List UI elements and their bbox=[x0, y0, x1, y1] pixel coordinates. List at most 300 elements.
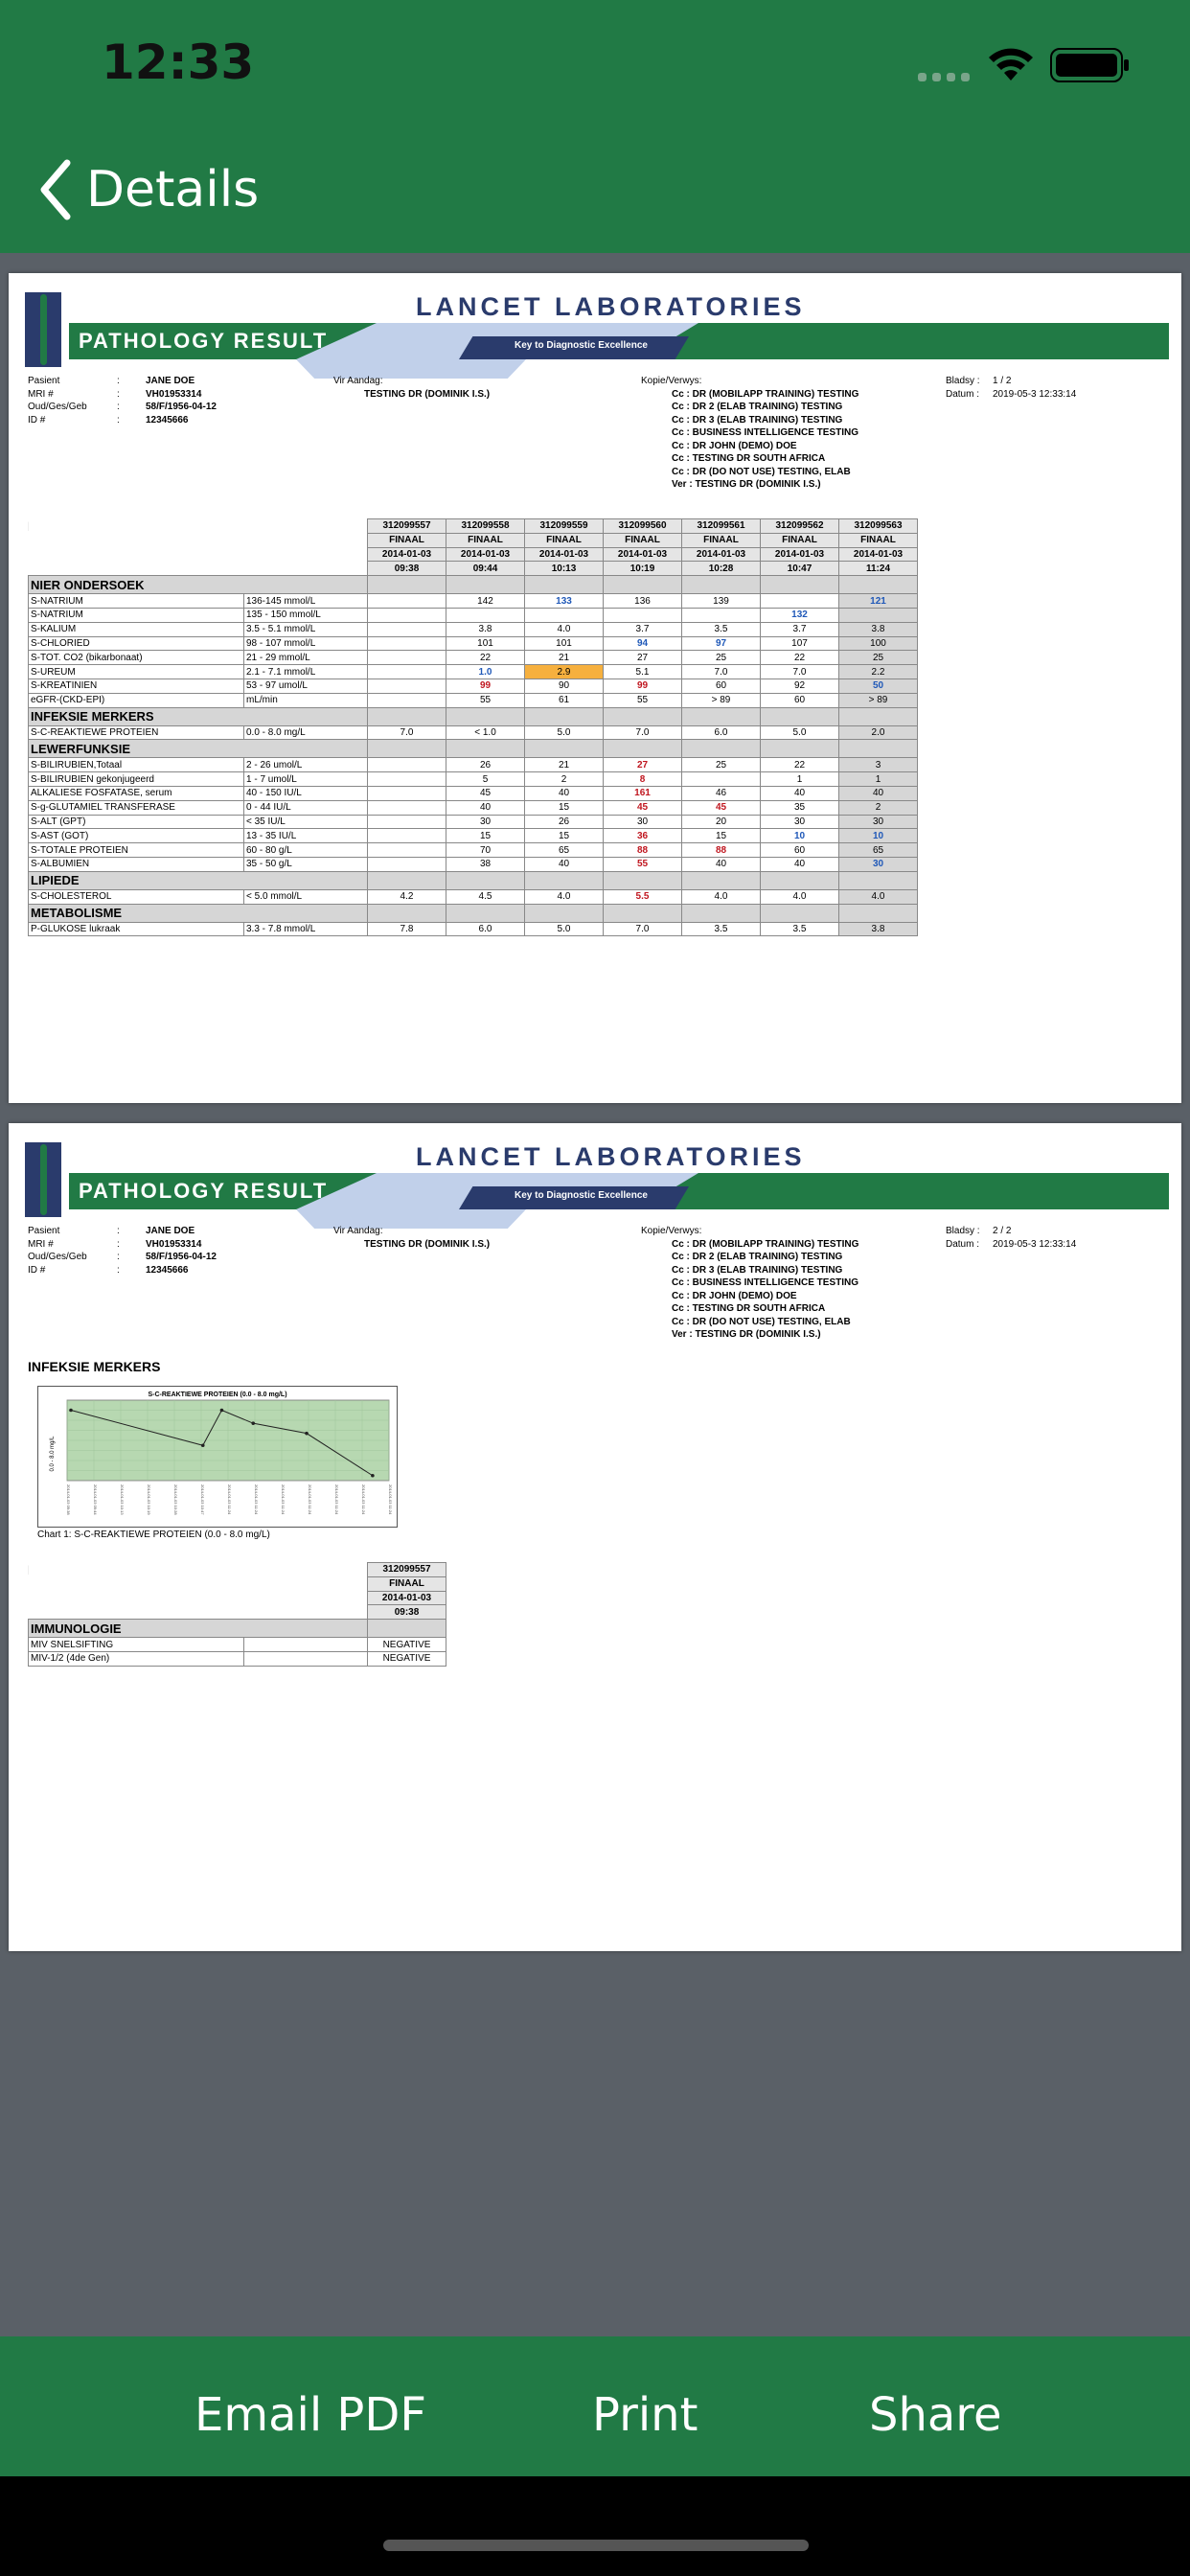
result-value: 40 bbox=[761, 857, 839, 871]
result-value: 88 bbox=[604, 843, 682, 858]
header-row bbox=[29, 1605, 446, 1620]
header-cell: 2014-01-03 bbox=[682, 547, 761, 562]
reference-range: 0 - 44 IU/L bbox=[244, 800, 368, 815]
result-value: 22 bbox=[761, 758, 839, 772]
chart-caption: Chart 1: S-C-REAKTIEWE PROTEIEN (0.0 - 8.0 mg/L) bbox=[37, 1530, 270, 1540]
copy-list: Kopie/Verwys: Cc : DR (MOBILAPP TRAINING) TESTING Cc : DR 2 (ELAB TRAINING) TESTING Cc : DR 3 (ELAB TRAINING) TESTING Cc : BUSINESS INTELLIGENCE TESTING Cc : DR JOHN (DEMO) DOE Cc : TESTING DR SOUTH AFRICA Cc : DR (DO NOT USE) TESTING, ELAB Ver : TESTING DR (DOMINIK I.S.) bbox=[641, 1226, 859, 1340]
result-value bbox=[368, 815, 446, 829]
result-value: 45 bbox=[682, 800, 761, 815]
svg-text:2014-01-03 10:13: 2014-01-03 10:13 bbox=[120, 1484, 125, 1515]
wifi-icon bbox=[987, 46, 1035, 82]
test-name: S-CHOLESTEROL bbox=[29, 889, 244, 904]
section-row bbox=[29, 740, 918, 758]
reference-range: 135 - 150 mmol/L bbox=[244, 608, 368, 622]
pdf-page-2[interactable] bbox=[9, 1123, 1181, 1951]
reference-range: mL/min bbox=[244, 693, 368, 707]
header-cell: 312099558 bbox=[446, 519, 525, 534]
result-value bbox=[368, 651, 446, 665]
result-value: 1 bbox=[761, 772, 839, 787]
reference-range: 40 - 150 IU/L bbox=[244, 786, 368, 800]
table-row bbox=[29, 772, 918, 787]
lab-name: LANCET LABORATORIES bbox=[416, 1142, 806, 1171]
header-cell: FINAAL bbox=[368, 533, 446, 547]
data-point bbox=[251, 1421, 255, 1425]
result-value: 27 bbox=[604, 758, 682, 772]
test-name: MIV-1/2 (4de Gen) bbox=[29, 1651, 244, 1666]
table-row bbox=[29, 857, 918, 871]
result-value: 21 bbox=[525, 651, 604, 665]
patient-info: Pasient : JANE DOE MRI # : VH01953314 Oud/Ges/Geb : 58/F/1956-04-12 ID # : 12345666 bbox=[28, 1226, 217, 1276]
back-label: Details bbox=[86, 161, 260, 218]
svg-text:2014-01-03 11:24: 2014-01-03 11:24 bbox=[227, 1484, 232, 1515]
result-value bbox=[682, 608, 761, 622]
section-name: LEWERFUNKSIE bbox=[29, 740, 368, 758]
svg-text:2014-01-03 11:24: 2014-01-03 11:24 bbox=[254, 1484, 259, 1515]
section-row bbox=[29, 576, 918, 594]
table-row bbox=[29, 829, 918, 843]
header-cell: 312099560 bbox=[604, 519, 682, 534]
email-pdf-button[interactable]: Email PDF bbox=[195, 2388, 426, 2442]
data-point bbox=[201, 1443, 205, 1447]
result-value: 38 bbox=[446, 857, 525, 871]
test-name: S-TOT. CO2 (bikarbonaat) bbox=[29, 651, 244, 665]
table-row bbox=[29, 843, 918, 858]
result-value: 5 bbox=[446, 772, 525, 787]
header-cell: 2014-01-03 bbox=[446, 547, 525, 562]
page-meta: Bladsy : 2 / 2 Datum : 2019-05-3 12:33:14 bbox=[946, 1226, 1077, 1250]
result-value: 15 bbox=[525, 800, 604, 815]
result-value: 133 bbox=[525, 594, 604, 609]
header-cell: 10:28 bbox=[682, 562, 761, 576]
result-value: 3 bbox=[839, 758, 918, 772]
results-table bbox=[28, 518, 918, 936]
result-value: 4.0 bbox=[682, 889, 761, 904]
result-value: 142 bbox=[446, 594, 525, 609]
test-name: S-ALT (GPT) bbox=[29, 815, 244, 829]
reference-range bbox=[244, 1651, 368, 1666]
test-name: S-BILIRUBIEN,Totaal bbox=[29, 758, 244, 772]
crp-chart bbox=[37, 1386, 398, 1528]
result-value: NEGATIVE bbox=[368, 1651, 446, 1666]
result-value: 4.0 bbox=[761, 889, 839, 904]
result-value: 7.0 bbox=[761, 665, 839, 679]
table-row bbox=[29, 725, 918, 740]
result-value bbox=[682, 772, 761, 787]
result-value: 60 bbox=[761, 693, 839, 707]
result-value: 101 bbox=[446, 636, 525, 651]
svg-text:2014-01-03 11:24: 2014-01-03 11:24 bbox=[281, 1484, 286, 1515]
header-row bbox=[29, 1591, 446, 1605]
result-value: 136 bbox=[604, 594, 682, 609]
result-value bbox=[368, 772, 446, 787]
result-value: 97 bbox=[682, 636, 761, 651]
table-row bbox=[29, 922, 918, 936]
test-name: S-KREATINIEN bbox=[29, 678, 244, 693]
reference-range: < 35 IU/L bbox=[244, 815, 368, 829]
result-value bbox=[368, 758, 446, 772]
result-value: 3.8 bbox=[446, 622, 525, 636]
result-value bbox=[761, 594, 839, 609]
result-value: 40 bbox=[682, 857, 761, 871]
result-value: 3.7 bbox=[604, 622, 682, 636]
header-cell: FINAAL bbox=[368, 1576, 446, 1591]
result-value: 36 bbox=[604, 829, 682, 843]
table-row bbox=[29, 665, 918, 679]
svg-text:2014-01-03 11:24: 2014-01-03 11:24 bbox=[361, 1484, 366, 1515]
reference-range: 0.0 - 8.0 mg/L bbox=[244, 725, 368, 740]
share-button[interactable]: Share bbox=[869, 2388, 1002, 2442]
result-value: 10 bbox=[839, 829, 918, 843]
test-name: S-KALIUM bbox=[29, 622, 244, 636]
result-value: 40 bbox=[761, 786, 839, 800]
result-value bbox=[368, 829, 446, 843]
result-value: 40 bbox=[525, 786, 604, 800]
chart-ylabel: 0.0 - 8.0 mg/L bbox=[50, 1436, 56, 1472]
header-cell: 312099561 bbox=[682, 519, 761, 534]
result-value: 40 bbox=[525, 857, 604, 871]
svg-text:2014-01-03 11:24: 2014-01-03 11:24 bbox=[388, 1484, 393, 1515]
header-cell: FINAAL bbox=[446, 533, 525, 547]
result-value: 55 bbox=[604, 693, 682, 707]
immunology-table bbox=[28, 1562, 446, 1667]
svg-text:2014-01-03 11:24: 2014-01-03 11:24 bbox=[308, 1484, 312, 1515]
header-cell: 2014-01-03 bbox=[368, 547, 446, 562]
header-cell: 312099559 bbox=[525, 519, 604, 534]
header-row bbox=[29, 562, 918, 576]
header-row bbox=[29, 1576, 446, 1591]
result-value: 2.2 bbox=[839, 665, 918, 679]
section-row bbox=[29, 904, 918, 922]
result-value bbox=[368, 843, 446, 858]
header-cell: 10:19 bbox=[604, 562, 682, 576]
result-value: 25 bbox=[682, 758, 761, 772]
table-row bbox=[29, 651, 918, 665]
header-row bbox=[29, 533, 918, 547]
result-value: 30 bbox=[761, 815, 839, 829]
test-name: eGFR-(CKD-EPI) bbox=[29, 693, 244, 707]
result-value: 65 bbox=[525, 843, 604, 858]
header-cell: 09:44 bbox=[446, 562, 525, 576]
table-row bbox=[29, 1651, 446, 1666]
header-cell: 2014-01-03 bbox=[525, 547, 604, 562]
result-value: 35 bbox=[761, 800, 839, 815]
cellular-signal-icon bbox=[918, 69, 973, 84]
result-value bbox=[368, 622, 446, 636]
result-value: 25 bbox=[839, 651, 918, 665]
result-value bbox=[368, 678, 446, 693]
report-title: PATHOLOGY RESULT bbox=[79, 329, 329, 353]
result-value: 6.0 bbox=[446, 922, 525, 936]
result-value: 60 bbox=[682, 678, 761, 693]
header-cell: 09:38 bbox=[368, 1605, 446, 1620]
header-row bbox=[29, 1563, 446, 1577]
reference-range: 13 - 35 IU/L bbox=[244, 829, 368, 843]
result-value: 7.0 bbox=[604, 725, 682, 740]
header-row bbox=[29, 519, 918, 534]
result-value: 45 bbox=[446, 786, 525, 800]
reference-range: 35 - 50 g/L bbox=[244, 857, 368, 871]
header-cell: FINAAL bbox=[839, 533, 918, 547]
svg-text:2014-01-03 09:44: 2014-01-03 09:44 bbox=[93, 1484, 98, 1515]
page-meta: Bladsy : 1 / 2 Datum : 2019-05-3 12:33:14 bbox=[946, 376, 1077, 400]
test-name: S-ALBUMIEN bbox=[29, 857, 244, 871]
data-point bbox=[69, 1409, 73, 1413]
status-time: 12:33 bbox=[102, 34, 255, 90]
chart-title: S-C-REAKTIEWE PROTEIEN (0.0 - 8.0 mg/L) bbox=[148, 1392, 287, 1398]
result-value: 3.5 bbox=[761, 922, 839, 936]
result-value: 7.8 bbox=[368, 922, 446, 936]
result-value: 2.9 bbox=[525, 665, 604, 679]
result-value bbox=[368, 608, 446, 622]
result-value: 5.5 bbox=[604, 889, 682, 904]
table-row bbox=[29, 889, 918, 904]
test-name: S-CHLORIED bbox=[29, 636, 244, 651]
result-value bbox=[368, 800, 446, 815]
copy-list: Kopie/Verwys: Cc : DR (MOBILAPP TRAINING) TESTING Cc : DR 2 (ELAB TRAINING) TESTING Cc : DR 3 (ELAB TRAINING) TESTING Cc : BUSINESS INTELLIGENCE TESTING Cc : DR JOHN (DEMO) DOE Cc : TESTING DR SOUTH AFRICA Cc : DR (DO NOT USE) TESTING, ELAB Ver : TESTING DR (DOMINIK I.S.) bbox=[641, 376, 859, 490]
result-value: 25 bbox=[682, 651, 761, 665]
result-value: 30 bbox=[446, 815, 525, 829]
result-value: 60 bbox=[761, 843, 839, 858]
result-value bbox=[525, 608, 604, 622]
result-value: 99 bbox=[604, 678, 682, 693]
svg-text:2014-01-03 09:38: 2014-01-03 09:38 bbox=[66, 1484, 71, 1515]
test-name: P-GLUKOSE lukraak bbox=[29, 922, 244, 936]
result-value: 61 bbox=[525, 693, 604, 707]
result-value: 161 bbox=[604, 786, 682, 800]
result-value bbox=[368, 665, 446, 679]
result-value: 4.5 bbox=[446, 889, 525, 904]
table-row bbox=[29, 678, 918, 693]
result-value: 55 bbox=[446, 693, 525, 707]
result-value: 20 bbox=[682, 815, 761, 829]
home-indicator[interactable] bbox=[383, 2540, 809, 2551]
section-title: INFEKSIE MERKERS bbox=[28, 1359, 161, 1374]
result-value bbox=[839, 608, 918, 622]
header-cell: 2014-01-03 bbox=[368, 1591, 446, 1605]
result-value: 88 bbox=[682, 843, 761, 858]
result-value: 99 bbox=[446, 678, 525, 693]
section-name: NIER ONDERSOEK bbox=[29, 576, 368, 594]
result-value: 3.5 bbox=[682, 622, 761, 636]
test-name: S-UREUM bbox=[29, 665, 244, 679]
result-value: 3.7 bbox=[761, 622, 839, 636]
table-row bbox=[29, 800, 918, 815]
lab-tagline: Key to Diagnostic Excellence bbox=[515, 1190, 648, 1201]
result-value: 22 bbox=[446, 651, 525, 665]
result-value: 90 bbox=[525, 678, 604, 693]
result-value: 92 bbox=[761, 678, 839, 693]
result-value: 1 bbox=[839, 772, 918, 787]
table-row bbox=[29, 693, 918, 707]
result-value: 94 bbox=[604, 636, 682, 651]
header-cell: FINAAL bbox=[682, 533, 761, 547]
lab-logo-icon bbox=[25, 1142, 61, 1217]
result-value bbox=[368, 857, 446, 871]
result-value: 40 bbox=[839, 786, 918, 800]
result-value: 46 bbox=[682, 786, 761, 800]
lab-tagline: Key to Diagnostic Excellence bbox=[515, 340, 648, 351]
result-value: < 1.0 bbox=[446, 725, 525, 740]
result-value: 30 bbox=[604, 815, 682, 829]
back-button[interactable] bbox=[36, 153, 259, 226]
table-row bbox=[29, 608, 918, 622]
result-value: 1.0 bbox=[446, 665, 525, 679]
result-value: 7.0 bbox=[682, 665, 761, 679]
result-value: 132 bbox=[761, 608, 839, 622]
header-cell: 10:47 bbox=[761, 562, 839, 576]
result-value: NEGATIVE bbox=[368, 1638, 446, 1652]
result-value: 15 bbox=[682, 829, 761, 843]
reference-range: 2.1 - 7.1 mmol/L bbox=[244, 665, 368, 679]
result-value: 6.0 bbox=[682, 725, 761, 740]
table-row bbox=[29, 1638, 446, 1652]
result-value: 26 bbox=[446, 758, 525, 772]
result-value: 4.0 bbox=[839, 889, 918, 904]
result-value: 30 bbox=[839, 857, 918, 871]
result-value: 2 bbox=[839, 800, 918, 815]
result-value: 22 bbox=[761, 651, 839, 665]
test-name: S-TOTALE PROTEIEN bbox=[29, 843, 244, 858]
reference-range: 98 - 107 mmol/L bbox=[244, 636, 368, 651]
result-value: 4.0 bbox=[525, 889, 604, 904]
svg-text:2014-01-03 10:19: 2014-01-03 10:19 bbox=[147, 1484, 151, 1515]
section-name: LIPIEDE bbox=[29, 871, 368, 889]
header-cell: 312099557 bbox=[368, 519, 446, 534]
result-value: 21 bbox=[525, 758, 604, 772]
result-value: > 89 bbox=[682, 693, 761, 707]
result-value: 5.1 bbox=[604, 665, 682, 679]
reference-range: 1 - 7 umol/L bbox=[244, 772, 368, 787]
test-name: S-BILIRUBIEN gekonjugeerd bbox=[29, 772, 244, 787]
table-row bbox=[29, 594, 918, 609]
section-row bbox=[29, 871, 918, 889]
result-value: 45 bbox=[604, 800, 682, 815]
result-value: 26 bbox=[525, 815, 604, 829]
result-value: 4.0 bbox=[525, 622, 604, 636]
test-name: S-NATRIUM bbox=[29, 594, 244, 609]
pdf-page-1[interactable] bbox=[9, 273, 1181, 1103]
reference-range: 60 - 80 g/L bbox=[244, 843, 368, 858]
svg-text:2014-01-03 11:24: 2014-01-03 11:24 bbox=[334, 1484, 339, 1515]
header-cell: 312099563 bbox=[839, 519, 918, 534]
result-value: 8 bbox=[604, 772, 682, 787]
reference-range: 2 - 26 umol/L bbox=[244, 758, 368, 772]
patient-info: Pasient : JANE DOE MRI # : VH01953314 Oud/Ges/Geb : 58/F/1956-04-12 ID # : 12345666 bbox=[28, 376, 217, 426]
section-name: METABOLISME bbox=[29, 904, 368, 922]
result-value bbox=[368, 693, 446, 707]
header-cell: 10:13 bbox=[525, 562, 604, 576]
result-value: > 89 bbox=[839, 693, 918, 707]
vir-aandag: Vir Aandag: TESTING DR (DOMINIK I.S.) bbox=[333, 1226, 491, 1250]
result-value: 55 bbox=[604, 857, 682, 871]
reference-range: 3.3 - 7.8 mmol/L bbox=[244, 922, 368, 936]
data-point bbox=[371, 1474, 375, 1478]
result-value: 2.0 bbox=[839, 725, 918, 740]
result-value: 3.8 bbox=[839, 622, 918, 636]
reference-range bbox=[244, 1638, 368, 1652]
result-value: 5.0 bbox=[761, 725, 839, 740]
data-point bbox=[220, 1409, 224, 1413]
header-cell: 312099557 bbox=[368, 1563, 446, 1577]
section-name: INFEKSIE MERKERS bbox=[29, 707, 368, 725]
svg-text:2014-01-03 10:47: 2014-01-03 10:47 bbox=[200, 1484, 205, 1515]
result-value bbox=[368, 786, 446, 800]
result-value: 27 bbox=[604, 651, 682, 665]
test-name: S-AST (GOT) bbox=[29, 829, 244, 843]
table-row bbox=[29, 758, 918, 772]
result-value: 5.0 bbox=[525, 922, 604, 936]
result-value: 10 bbox=[761, 829, 839, 843]
header-row bbox=[29, 547, 918, 562]
header-cell: 09:38 bbox=[368, 562, 446, 576]
header-cell: FINAAL bbox=[604, 533, 682, 547]
result-value bbox=[368, 594, 446, 609]
reference-range: 53 - 97 umol/L bbox=[244, 678, 368, 693]
result-value: 7.0 bbox=[604, 922, 682, 936]
result-value: 3.5 bbox=[682, 922, 761, 936]
section-row bbox=[29, 707, 918, 725]
result-value: 139 bbox=[682, 594, 761, 609]
print-button[interactable]: Print bbox=[592, 2388, 698, 2442]
result-value: 107 bbox=[761, 636, 839, 651]
header-cell: FINAAL bbox=[525, 533, 604, 547]
result-value: 15 bbox=[525, 829, 604, 843]
report-title: PATHOLOGY RESULT bbox=[79, 1179, 329, 1203]
reference-range: 21 - 29 mmol/L bbox=[244, 651, 368, 665]
result-value: 70 bbox=[446, 843, 525, 858]
lab-name: LANCET LABORATORIES bbox=[416, 292, 806, 321]
reference-range: < 5.0 mmol/L bbox=[244, 889, 368, 904]
reference-range: 3.5 - 5.1 mmol/L bbox=[244, 622, 368, 636]
header-cell: 2014-01-03 bbox=[761, 547, 839, 562]
section-name: IMMUNOLOGIE bbox=[29, 1620, 368, 1638]
table-row bbox=[29, 786, 918, 800]
test-name: S-C-REAKTIEWE PROTEIEN bbox=[29, 725, 244, 740]
table-row bbox=[29, 622, 918, 636]
header-cell: 312099562 bbox=[761, 519, 839, 534]
svg-text:2014-01-03 10:28: 2014-01-03 10:28 bbox=[173, 1484, 178, 1515]
result-value bbox=[446, 608, 525, 622]
result-value: 100 bbox=[839, 636, 918, 651]
test-name: MIV SNELSIFTING bbox=[29, 1638, 244, 1652]
header-cell: FINAAL bbox=[761, 533, 839, 547]
lab-logo-icon bbox=[25, 292, 61, 367]
result-value: 65 bbox=[839, 843, 918, 858]
result-value bbox=[368, 636, 446, 651]
header-cell: 11:24 bbox=[839, 562, 918, 576]
crp-chart-svg bbox=[38, 1387, 397, 1527]
chevron-left-icon bbox=[36, 159, 75, 220]
result-value: 121 bbox=[839, 594, 918, 609]
result-value: 50 bbox=[839, 678, 918, 693]
header-cell: 2014-01-03 bbox=[839, 547, 918, 562]
result-value: 40 bbox=[446, 800, 525, 815]
result-value: 30 bbox=[839, 815, 918, 829]
result-value: 4.2 bbox=[368, 889, 446, 904]
result-value: 3.8 bbox=[839, 922, 918, 936]
result-value bbox=[604, 608, 682, 622]
data-point bbox=[305, 1432, 309, 1436]
result-value: 5.0 bbox=[525, 725, 604, 740]
vir-aandag: Vir Aandag: TESTING DR (DOMINIK I.S.) bbox=[333, 376, 491, 400]
test-name: S-NATRIUM bbox=[29, 608, 244, 622]
result-value: 101 bbox=[525, 636, 604, 651]
header-cell: 2014-01-03 bbox=[604, 547, 682, 562]
result-value: 15 bbox=[446, 829, 525, 843]
battery-icon bbox=[1050, 48, 1131, 82]
test-name: ALKALIESE FOSFATASE, serum bbox=[29, 786, 244, 800]
table-row bbox=[29, 636, 918, 651]
